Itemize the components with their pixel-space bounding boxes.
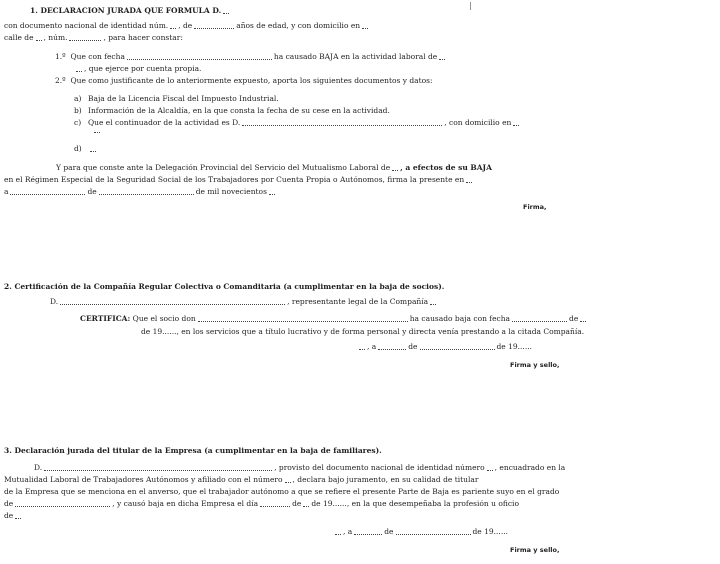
year-field[interactable] — [269, 193, 275, 195]
s3-l3: de la Empresa que se menciona en el anverso, que el trabajador autónomo a que se refiere el presente Parte de Baja es pariente suyo en el grado — [4, 487, 560, 496]
s2-c1a: Que el socio don — [132, 314, 196, 323]
s3-l5a: de — [4, 511, 14, 520]
day-field[interactable] — [10, 193, 85, 195]
s2-c1b: ha causado baja con fecha — [409, 314, 511, 323]
s1-i1b: ha causado BAJA en la actividad laboral de — [273, 52, 438, 61]
s1-item-a — [74, 94, 474, 104]
s2-date-de: de — [408, 342, 418, 351]
s1-item-c — [74, 118, 716, 128]
s2-date-19: de 19...... — [496, 342, 532, 351]
margin-mark — [470, 2, 471, 10]
s2-c2: de 19......, en los servicios que a título lucrativo y de forma personal y directa venía prestando a la citada Compañía. — [141, 327, 585, 336]
item-c-text-2: , con domicilio en — [444, 118, 512, 127]
s2-signature-label: Firma y sello, — [510, 361, 560, 369]
leave-day-field[interactable] — [512, 320, 567, 322]
s3-leave-month-field[interactable] — [303, 505, 309, 507]
item-b-text: Información de la Alcaldía, en la que consta la fecha de su cese en la actividad. — [88, 106, 390, 115]
continuer-domicile-field[interactable] — [513, 124, 519, 126]
s2-title: 2. Certificación de la Compañía Regular Colectiva o Comanditaria (a cumplimentar en la baja de socios). — [4, 282, 445, 291]
s2-line-1 — [50, 297, 716, 307]
s1-l3a: calle de — [4, 33, 34, 42]
s3-l4c: de — [292, 499, 302, 508]
s2-cert-line-2 — [141, 327, 701, 337]
name-field[interactable] — [223, 12, 229, 14]
s2-d1b: , representante legal de la Compañía — [287, 297, 429, 306]
s3-date-line — [333, 527, 689, 537]
s1-p1a: Y para que conste ante la Delegación Provincial del Servicio del Mutualismo Laboral de — [56, 163, 391, 172]
s1-para-2 — [4, 175, 716, 185]
item-2-number: 2.º — [55, 76, 66, 85]
s3-line-3 — [4, 487, 716, 497]
s3-date-19: de 19...... — [472, 527, 508, 536]
s3-place-field[interactable] — [335, 533, 341, 535]
s3-l2a: Mutualidad Laboral de Trabajadores Autónomos y afiliado con el número — [4, 475, 283, 484]
baja-date-field[interactable] — [127, 58, 272, 60]
s3-title: 3. Declaración jurada del titular de la Empresa (a cumplimentar en la baja de familiares). — [4, 446, 382, 455]
certifica-label: CERTIFICA: — [80, 314, 131, 323]
dni-field[interactable] — [170, 27, 176, 29]
s3-line-1 — [34, 463, 716, 473]
s2-title-line — [4, 282, 604, 292]
s2-d1a: D. — [50, 297, 59, 306]
item-c-text: Que el continuador de la actividad es D. — [88, 118, 241, 127]
street-number-field[interactable] — [69, 39, 101, 41]
s1-signature-label: Firma, — [523, 203, 547, 211]
s1-line-2 — [4, 21, 716, 31]
s1-title-line — [30, 6, 485, 16]
s2-place-field[interactable] — [359, 348, 365, 350]
s1-title: 1. DECLARACION JURADA QUE FORMULA D. — [30, 6, 222, 15]
owner-name-field[interactable] — [44, 469, 272, 471]
s2-cert-line — [80, 314, 716, 324]
company-name-field[interactable] — [430, 303, 436, 305]
continuer-domicile-cont[interactable] — [94, 131, 100, 133]
item-a-text: Baja de la Licencia Fiscal del Impuesto Industrial. — [88, 94, 279, 103]
s1-item-d — [74, 144, 716, 154]
s3-l1c: , encuadrado en la — [494, 463, 566, 472]
s3-month-field[interactable] — [396, 533, 471, 535]
s1-i2: Que como justificante de lo anteriormente expuesto, aporta los siguientes documentos y datos: — [70, 76, 433, 85]
s3-line-2 — [4, 475, 716, 485]
continuer-name-field[interactable] — [242, 124, 442, 126]
s2-month-field[interactable] — [420, 348, 495, 350]
s2-day-field[interactable] — [378, 348, 406, 350]
s3-l1b: , provisto del documento nacional de identidad número — [274, 463, 485, 472]
partner-name-field[interactable] — [198, 320, 408, 322]
s3-date-a: , a — [343, 527, 353, 536]
s1-item-2 — [55, 76, 655, 86]
s1-para-3 — [4, 187, 384, 197]
s1-l2a: con documento nacional de identidad núm. — [4, 21, 169, 30]
s3-line-4 — [4, 499, 716, 509]
s1-l2c: años de edad, y con domicilio en — [236, 21, 361, 30]
s1-l3b: , núm. — [43, 33, 68, 42]
activity-field-cont[interactable] — [76, 70, 82, 72]
s1-para-1 — [56, 163, 716, 173]
s3-l2b: , declara bajo juramento, en su calidad de titular — [292, 475, 479, 484]
street-field[interactable] — [36, 39, 42, 41]
domicile-field[interactable] — [362, 27, 368, 29]
profession-field[interactable] — [15, 517, 21, 519]
s1-i1a: Que con fecha — [70, 52, 125, 61]
s3-l4b: , y causó baja en dicha Empresa el día — [112, 499, 259, 508]
item-d-field[interactable] — [90, 150, 96, 152]
s3-day-field[interactable] — [354, 533, 382, 535]
s3-date-de: de — [384, 527, 394, 536]
signed-place-field[interactable] — [466, 181, 472, 183]
s1-l2b: , de — [178, 21, 193, 30]
s2-c1c: de — [569, 314, 579, 323]
s2-date-line — [357, 342, 687, 352]
s1-p3a: a — [4, 187, 9, 196]
item-b-label: b) — [74, 106, 82, 115]
s3-title-line — [4, 446, 604, 456]
owner-dni-field[interactable] — [487, 469, 493, 471]
s3-l4d: de 19......, en la que desempeñaba la profesión u oficio — [311, 499, 519, 508]
s1-p1b: , a efectos de su BAJA — [400, 163, 492, 172]
item-c-label: c) — [74, 118, 82, 127]
item-1-number: 1.º — [55, 52, 66, 61]
s1-line-3 — [4, 33, 404, 43]
leave-month-field[interactable] — [580, 320, 586, 322]
s1-item-c-cont — [92, 131, 716, 135]
s1-l3c: , para hacer constar: — [103, 33, 183, 42]
s3-signature-label: Firma y sello, — [510, 546, 560, 554]
s1-item-b — [74, 106, 574, 116]
s3-line-5 — [4, 511, 154, 521]
s1-p2a: en el Régimen Especial de la Seguridad Social de los Trabajadores por Cuenta Propia o Autónomos, firma la presente en — [4, 175, 465, 184]
s1-item-1-cont — [74, 64, 334, 74]
activity-field[interactable] — [439, 58, 445, 60]
item-d-label: d) — [74, 144, 82, 153]
s3-leave-day-field[interactable] — [260, 505, 290, 507]
s3-l1a: D. — [34, 463, 43, 472]
month-field[interactable] — [99, 193, 194, 195]
affiliation-number-field[interactable] — [285, 481, 291, 483]
item-a-label: a) — [74, 94, 82, 103]
s1-item-1 — [55, 52, 716, 62]
s1-p3c: de mil novecientos — [195, 187, 267, 196]
age-field[interactable] — [194, 27, 234, 29]
province-field[interactable] — [392, 169, 398, 171]
s1-i1c: , que ejerce por cuenta propia. — [84, 64, 202, 73]
kinship-degree-field[interactable] — [15, 505, 110, 507]
representative-name-field[interactable] — [60, 303, 285, 305]
s1-p3b: de — [87, 187, 97, 196]
s3-l4a: de — [4, 499, 14, 508]
s2-date-a: , a — [367, 342, 377, 351]
